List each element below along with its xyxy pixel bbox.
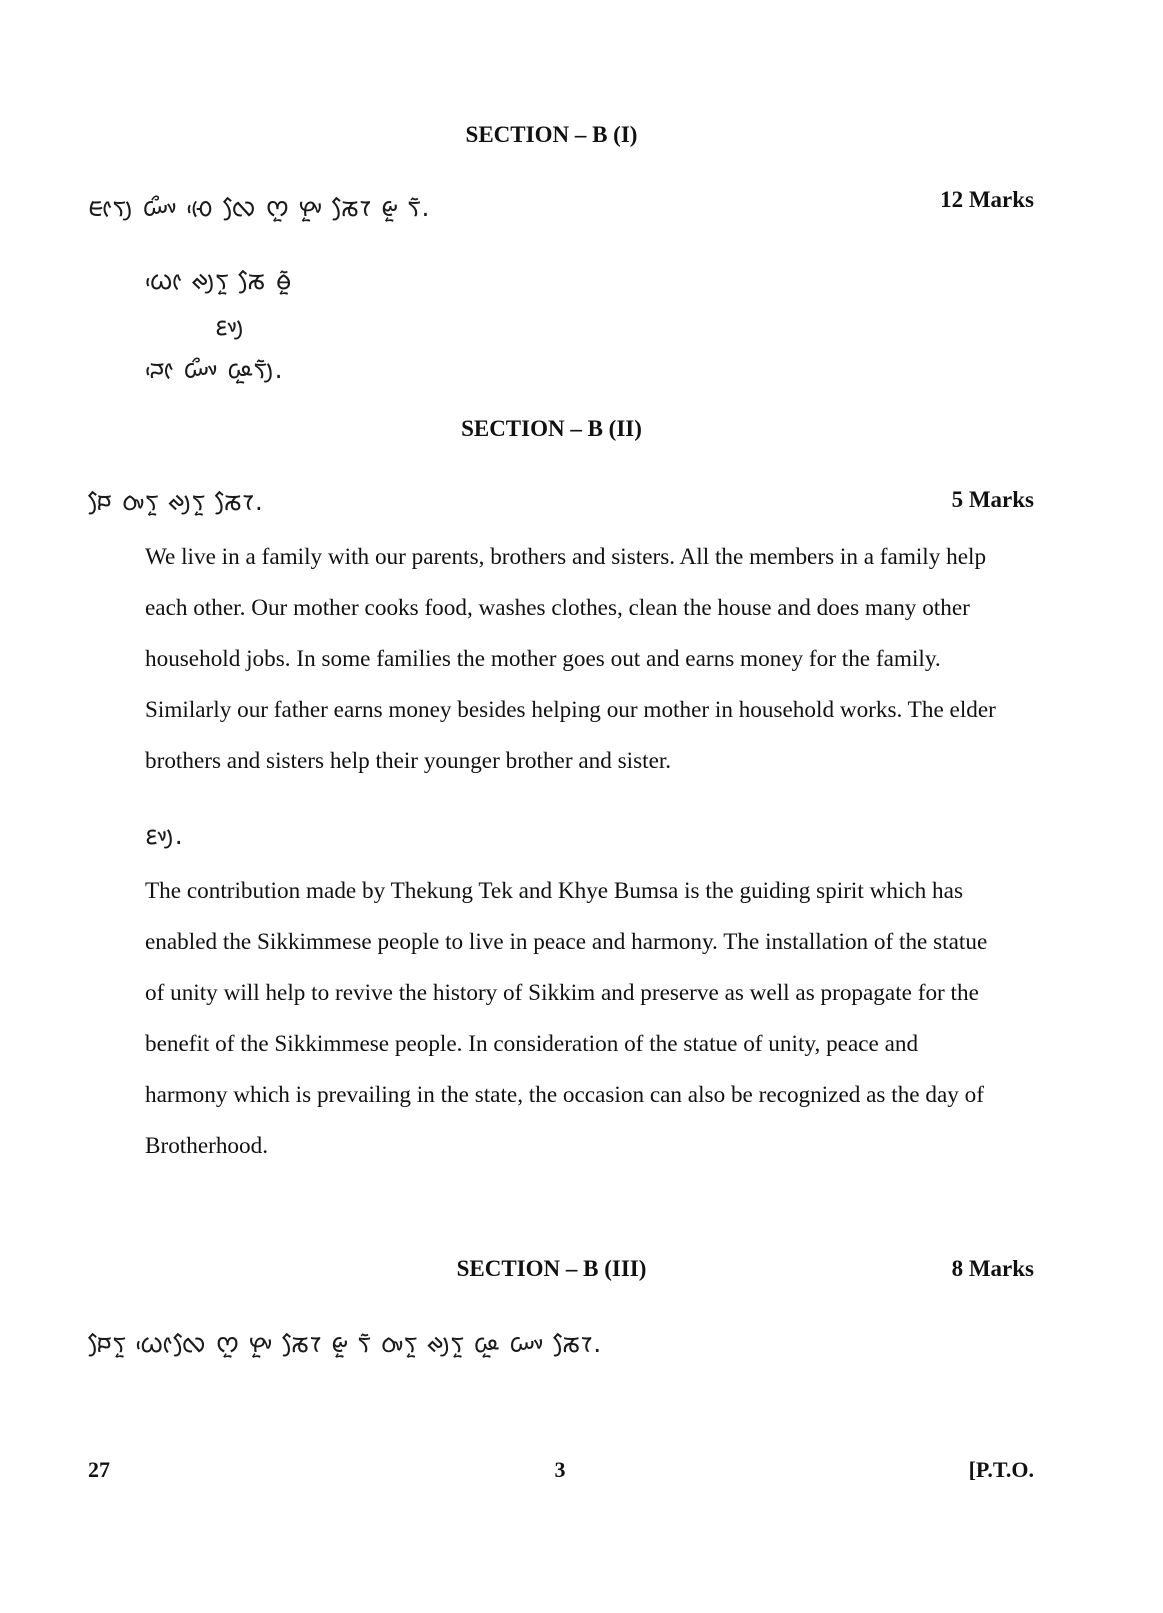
section-b1-marks: 12 Marks: [940, 187, 1034, 212]
footer-pto: [P.T.O.: [968, 1457, 1034, 1482]
section-b1-heading: SECTION – B (I): [465, 122, 638, 147]
section-b2-instruction: ᰐᰧ ᰓᰤᰛᰬ ᰊᰪᰛᰬ ᰕᰧᰅ.: [88, 487, 264, 516]
section-b3-marks: 8 Marks: [951, 1256, 1034, 1281]
section-b1-line-3: ᰎᰦᰵ ᰠᰤᰰ ᰘᰬᰛᰪᰶ.: [145, 355, 284, 384]
section-b3-heading: SECTION – B (III): [456, 1256, 647, 1281]
section-b1-line-2: ᰚᰤᰪ: [215, 312, 245, 341]
section-b1-instruction: ᰀᰦᰛᰪ ᰠᰤᰰ ᰆᰨᰵ ᰜᰧ ᰔᰬ ᰋᰤᰬ ᰕᰧᰅ ᰡᰬ ᰛᰶ.: [88, 193, 431, 222]
section-b2-marks: 5 Marks: [951, 487, 1034, 512]
footer-paper-code: 27: [88, 1457, 110, 1482]
section-b2-passage-1: We live in a family with our parents, brothers and sisters. All the members in a family help each other. Our mother cooks food, washes clothes, clean the house and does many other household jobs. In some families the mother goes out and earns money for the family. Similarly our father earns money besides helping our mother in household works. The elder brothers and sisters help their younger brother and sister.: [145, 544, 996, 774]
section-b3-instruction: ᰐᰧᰛᰬ ᰃᰦᰵᰜᰧ ᰔᰬ ᰋᰤᰬ ᰕᰧᰅ ᰡᰬ ᰛᰶ ᰓᰤᰛᰬ ᰊᰪᰛᰬ ᰘᰬ ᰠᰤ ᰕᰧᰅ.: [88, 1329, 603, 1358]
footer-page-number: 3: [554, 1457, 566, 1482]
section-b2-or-label: ᰚᰤᰪ.: [145, 821, 184, 850]
section-b2-heading: SECTION – B (II): [461, 416, 642, 441]
section-b1-line-1: ᰃᰦᰵ ᰊᰪᰛᰬ ᰕᰧ ᰟᰬᰶ: [145, 266, 293, 295]
section-b2-passage-2: The contribution made by Thekung Tek and Khye Bumsa is the guiding spirit which has enabled the Sikkimmese people to live in peace and harmony. The installation of the statue of unity will help to revive the history of Sikkim and preserve as well as propagate for the benefit of the Sikkimmese people. In consideration of the statue of unity, peace and harmony which is prevailing in the state, the occasion can also be recognized as the day of Brotherhood.: [145, 878, 988, 1159]
